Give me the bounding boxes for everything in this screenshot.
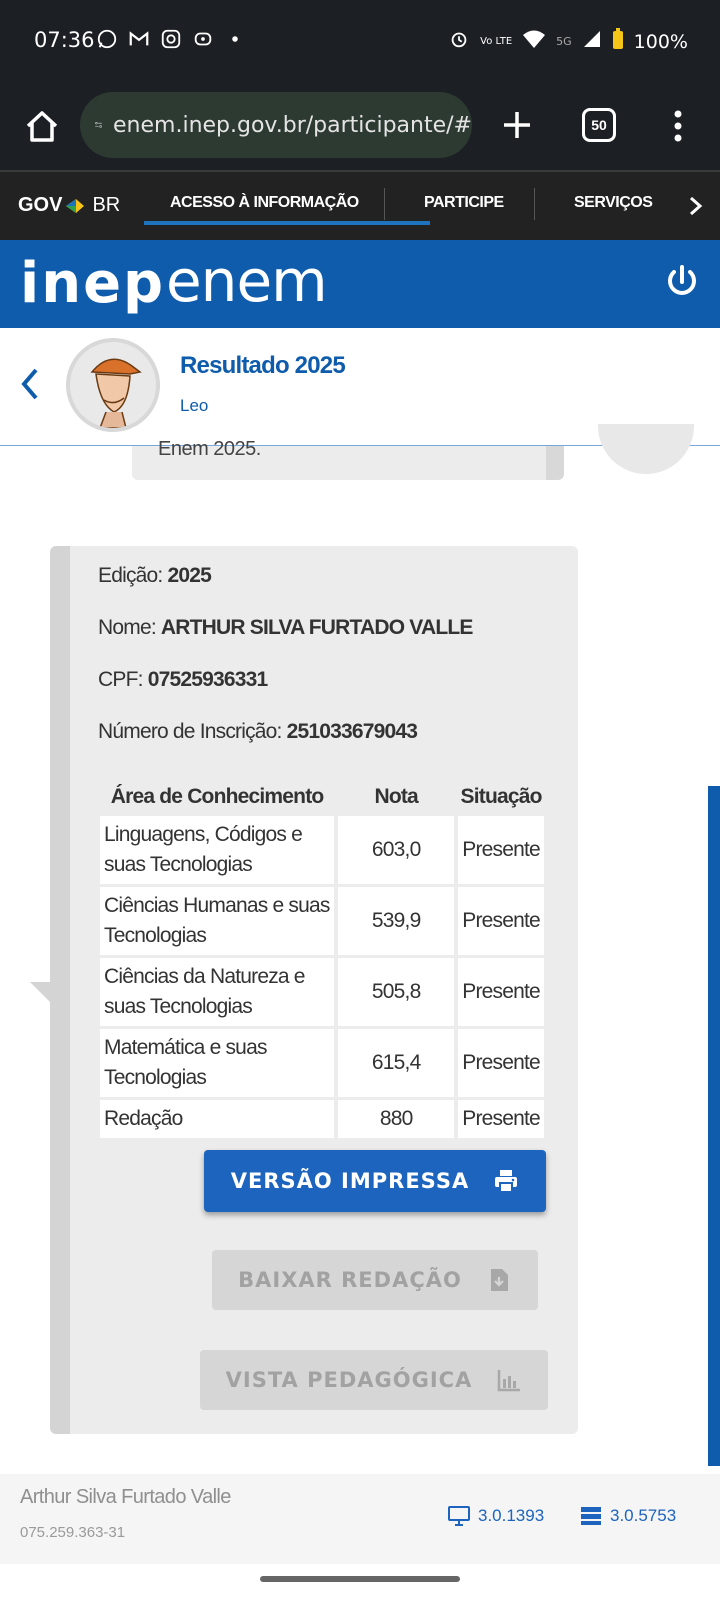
table-row	[100, 1100, 544, 1138]
nav-divider	[384, 188, 385, 220]
enem-logo: enem	[166, 247, 327, 315]
nav-servicos[interactable]: SERVIÇOS	[574, 194, 653, 211]
notification-icon	[192, 28, 214, 56]
site-settings-icon[interactable]	[94, 110, 103, 140]
situacao-cell: Presente	[458, 1029, 544, 1097]
nome-value: ARTHUR SILVA FURTADO VALLE	[160, 616, 473, 639]
alarm-icon	[448, 28, 470, 55]
nav-acesso-informacao[interactable]: ACESSO À INFORMAÇÃO	[170, 194, 359, 211]
cpf-value: 07525936331	[147, 668, 268, 691]
cpf-line	[98, 668, 267, 692]
area-cell: Matemática e suas Tecnologias	[100, 1029, 334, 1097]
header-nota: Nota	[374, 785, 418, 808]
url-text: enem.inep.gov.br/participante/#	[113, 112, 472, 138]
nav-active-indicator	[144, 221, 430, 225]
area-cell: Ciências da Natureza e suas Tecnologias	[100, 958, 334, 1026]
table-row	[100, 1029, 544, 1097]
nota-cell: 539,9	[338, 887, 454, 955]
table-row	[100, 887, 544, 955]
print-icon	[493, 1168, 519, 1194]
server-icon	[580, 1506, 602, 1526]
home-icon[interactable]	[20, 104, 64, 148]
file-download-icon	[486, 1267, 512, 1293]
power-icon[interactable]	[662, 262, 702, 302]
nota-cell: 603,0	[338, 816, 454, 884]
message-tail	[30, 982, 50, 1002]
tab-count: 50	[591, 117, 607, 133]
nota-cell: 880	[338, 1100, 454, 1138]
backend-version-text: 3.0.5753	[610, 1506, 677, 1525]
table-row	[100, 816, 544, 884]
edicao-line	[98, 564, 211, 588]
gov-logo-text: GOV	[18, 194, 63, 216]
scores-table	[96, 778, 548, 1141]
browser-toolbar	[0, 84, 720, 170]
plus-icon[interactable]	[494, 102, 540, 148]
area-cell: Ciências Humanas e suas Tecnologias	[100, 887, 334, 955]
status-notifications	[96, 28, 246, 56]
download-button-label: BAIXAR REDAÇÃO	[238, 1268, 462, 1292]
situacao-cell: Presente	[458, 958, 544, 1026]
download-essay-button[interactable]	[212, 1250, 538, 1310]
network-type: 5G	[556, 35, 572, 48]
cpf-label: CPF:	[98, 668, 143, 691]
monitor-icon	[448, 1506, 470, 1526]
volte-label: Vo LTE	[480, 35, 513, 47]
vista-pedagogica-button[interactable]	[200, 1350, 548, 1410]
gov-br-logo[interactable]	[18, 194, 120, 217]
gov-arrow-icon	[64, 197, 86, 215]
inep-logo: inep	[20, 251, 166, 316]
status-system	[448, 28, 688, 55]
footer-user-cpf: 075.259.363-31	[20, 1524, 126, 1541]
inscricao-value: 251033679043	[286, 720, 418, 743]
table-header-row	[100, 781, 544, 813]
inscricao-label: Número de Inscrição:	[98, 720, 282, 743]
status-time: 07:36	[34, 28, 95, 52]
tab-switcher-button[interactable]	[582, 108, 616, 142]
nome-label: Nome:	[98, 616, 156, 639]
header-area: Área de Conhecimento	[110, 785, 324, 808]
header-situacao: Situação	[460, 785, 542, 808]
previous-message-text: Enem 2025.	[158, 438, 261, 460]
more-vert-icon[interactable]	[668, 106, 688, 146]
whatsapp-icon	[96, 28, 118, 56]
inscricao-line	[98, 720, 417, 744]
frontend-version-text: 3.0.1393	[478, 1506, 545, 1525]
previous-message-bubble	[132, 438, 564, 480]
table-row	[100, 958, 544, 1026]
chat-subtitle: Leo	[180, 396, 209, 415]
situacao-cell: Presente	[458, 1100, 544, 1138]
chat-title: Resultado 2025	[180, 352, 345, 379]
gmail-icon	[128, 28, 150, 56]
print-button-label: VERSÃO IMPRESSA	[230, 1169, 470, 1193]
status-bar	[0, 0, 720, 84]
frontend-version	[448, 1506, 544, 1526]
address-bar[interactable]	[80, 92, 472, 158]
back-arrow-icon[interactable]	[18, 366, 42, 402]
edicao-label: Edição:	[98, 564, 163, 587]
result-card	[50, 546, 578, 1434]
avatar	[66, 338, 160, 432]
battery-level: 100%	[633, 30, 688, 53]
area-cell: Redação	[100, 1100, 334, 1138]
battery-icon	[612, 28, 624, 55]
nota-cell: 615,4	[338, 1029, 454, 1097]
inep-header	[0, 240, 720, 328]
situacao-cell: Presente	[458, 816, 544, 884]
edicao-value: 2025	[167, 564, 212, 587]
footer	[0, 1474, 720, 1564]
scrollbar[interactable]	[708, 786, 720, 1466]
nav-participe[interactable]: PARTICIPE	[424, 194, 504, 211]
backend-version	[580, 1506, 676, 1526]
print-version-button[interactable]	[204, 1150, 546, 1212]
signal-icon	[582, 29, 602, 54]
footer-user-name: Arthur Silva Furtado Valle	[20, 1486, 231, 1508]
wifi-icon	[522, 29, 546, 54]
bar-chart-icon	[496, 1367, 522, 1393]
instagram-icon	[160, 28, 182, 56]
situacao-cell: Presente	[458, 887, 544, 955]
nota-cell: 505,8	[338, 958, 454, 1026]
nav-divider	[534, 188, 535, 220]
bot-avatar	[598, 424, 694, 474]
gesture-home-bar[interactable]	[260, 1576, 460, 1582]
gov-logo-br: BR	[92, 194, 121, 216]
dot-icon	[224, 28, 246, 56]
vista-button-label: VISTA PEDAGÓGICA	[225, 1368, 473, 1392]
chevron-right-icon[interactable]	[688, 196, 704, 216]
nome-line	[98, 616, 473, 640]
gov-bar	[0, 170, 720, 240]
area-cell: Linguagens, Códigos e suas Tecnologias	[100, 816, 334, 884]
